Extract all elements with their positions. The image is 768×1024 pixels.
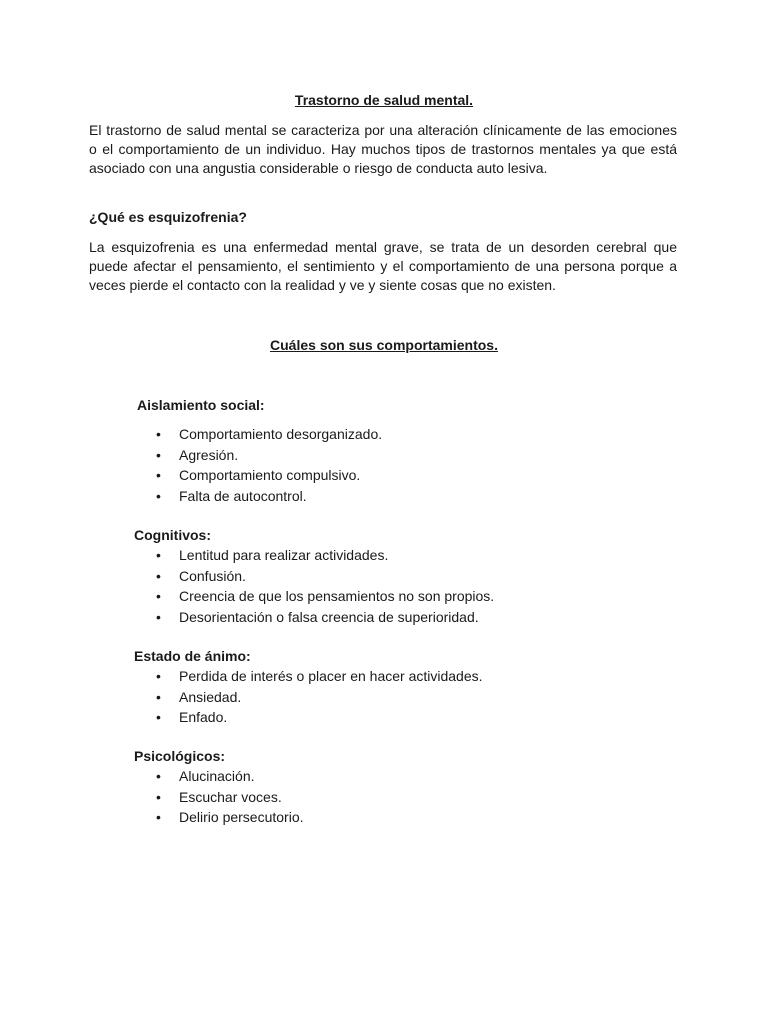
list-item-text: Lentitud para realizar actividades. bbox=[179, 547, 389, 563]
bullet-icon: • bbox=[156, 688, 161, 705]
list-item-text: Falta de autocontrol. bbox=[179, 487, 307, 504]
bullet-icon: • bbox=[156, 547, 161, 563]
bullet-icon: • bbox=[156, 788, 161, 805]
list-item-text: Comportamiento compulsivo. bbox=[179, 467, 361, 483]
list-item-text: Desorientación o falsa creencia de superioridad. bbox=[179, 608, 479, 625]
list-item bbox=[134, 607, 654, 628]
list-item-text: Enfado. bbox=[179, 709, 228, 725]
bullet-icon: • bbox=[156, 809, 161, 825]
list-item bbox=[134, 445, 654, 466]
list-item bbox=[134, 566, 654, 587]
list-item bbox=[134, 707, 654, 728]
section-psicologicos bbox=[134, 746, 654, 828]
question-heading: ¿Qué es esquizofrenia? bbox=[89, 209, 247, 225]
list-item bbox=[134, 766, 654, 787]
list-item bbox=[134, 807, 654, 828]
bullet-list bbox=[134, 666, 654, 728]
bullet-icon: • bbox=[156, 608, 161, 625]
list-item bbox=[134, 424, 654, 445]
list-item-text: Alucinación. bbox=[179, 768, 255, 784]
section-aislamiento-social bbox=[137, 395, 657, 415]
document-title: Trastorno de salud mental. bbox=[294, 92, 474, 108]
bullet-icon: • bbox=[156, 709, 161, 725]
section-title: Psicológicos: bbox=[134, 748, 226, 764]
list-item bbox=[134, 586, 654, 607]
bullet-icon: • bbox=[156, 446, 161, 463]
section-title: Aislamiento social: bbox=[137, 397, 265, 413]
list-item bbox=[134, 787, 654, 808]
section-aislamiento-social-list bbox=[134, 424, 654, 506]
section-title: Cognitivos: bbox=[134, 527, 211, 543]
list-item-text: Agresión. bbox=[179, 446, 239, 463]
definition-paragraph: La esquizofrenia es una enfermedad mental grave, se trata de un desorden cerebral que puede afectar el pensamiento, el sentimiento y el comportamiento de una persona porque a veces pierde el contacto con la realidad y ve y siente cosas que no existen. bbox=[89, 239, 677, 294]
list-item bbox=[134, 545, 654, 566]
list-item bbox=[134, 486, 654, 507]
bullet-icon: • bbox=[156, 467, 161, 483]
bullet-icon: • bbox=[156, 487, 161, 504]
bullet-list bbox=[134, 766, 654, 828]
section-estado-de-animo bbox=[134, 646, 654, 728]
list-item-text: Comportamiento desorganizado. bbox=[179, 426, 383, 442]
behaviors-title: Cuáles son sus comportamientos. bbox=[270, 337, 498, 353]
list-item-text: Delirio persecutorio. bbox=[179, 809, 304, 825]
section-title: Estado de ánimo: bbox=[134, 648, 251, 664]
list-item-text: Ansiedad. bbox=[179, 688, 242, 705]
bullet-list bbox=[134, 424, 654, 506]
list-item bbox=[134, 687, 654, 708]
bullet-icon: • bbox=[156, 768, 161, 784]
bullet-icon: • bbox=[156, 567, 161, 584]
list-item bbox=[134, 666, 654, 687]
list-item bbox=[134, 465, 654, 486]
bullet-icon: • bbox=[156, 588, 161, 604]
list-item-text: Escuchar voces. bbox=[179, 788, 282, 805]
list-item-text: Confusión. bbox=[179, 567, 246, 584]
list-item-text: Creencia de que los pensamientos no son propios. bbox=[179, 588, 495, 604]
bullet-list bbox=[134, 545, 654, 627]
intro-paragraph: El trastorno de salud mental se caracteriza por una alteración clínicamente de las emociones o el comportamiento de un individuo. Hay muchos tipos de trastornos mentales ya que está asociado con una angustia considerable o riesgo de conducta auto lesiva. bbox=[89, 122, 677, 177]
bullet-icon: • bbox=[156, 668, 161, 684]
section-cognitivos bbox=[134, 525, 654, 627]
bullet-icon: • bbox=[156, 426, 161, 442]
list-item-text: Perdida de interés o placer en hacer actividades. bbox=[179, 668, 483, 684]
